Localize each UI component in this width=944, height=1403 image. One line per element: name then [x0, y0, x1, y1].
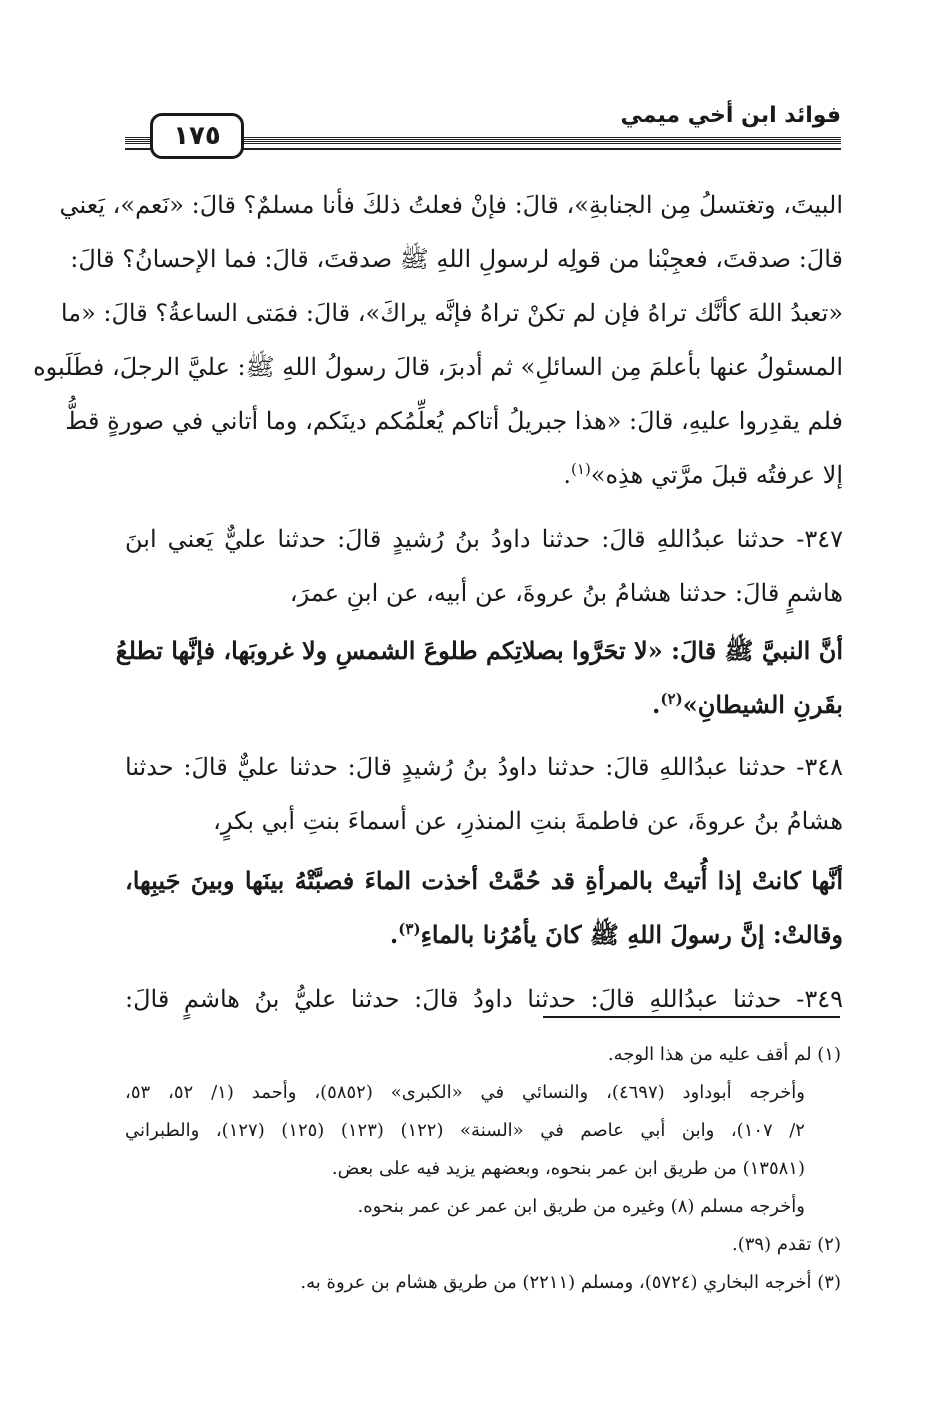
main-text — [33, 178, 843, 1026]
footnote-separator — [543, 1016, 840, 1018]
text-line: المسئولُ عنها بأعلمَ مِن السائلِ» ثم أدبرَ، قالَ رسولُ اللهِ ﷺ: عليَّ الرجلَ، فطَلَبوه — [33, 353, 843, 381]
hadith-347-isnad: هاشمٍ قالَ: حدثنا هشامُ بنُ عروةَ، عن أبيه، عن ابنِ عمرَ، — [289, 579, 843, 607]
hadith-349-isnad: ٣٤٩- حدثنا عبدُاللهِ قالَ: حدثنا داودُ قالَ: حدثنا عليُّ بنُ هاشمٍ قالَ: — [125, 985, 843, 1013]
footnote-ref: (٢) — [660, 690, 683, 708]
text-line: إلا عرفتُه قبلَ مرَّتي هذِه»$^{(١)}$. — [563, 460, 843, 489]
footnotes — [125, 1036, 841, 1302]
hadith-348-isnad: هشامُ بنُ عروةَ، عن فاطمةَ بنتِ المنذرِ، عن أسماءَ بنتِ أبي بكرٍ، — [213, 807, 843, 835]
text-line: قالَ: صدقتَ، فعجِبْنا من قولِه لرسولِ اللهِ ﷺ صدقتَ، قالَ: فما الإحسانُ؟ قالَ: — [70, 245, 843, 273]
running-title: فوائد ابن أخي ميمي — [620, 103, 841, 128]
hadith-348-isnad: ٣٤٨- حدثنا عبدُاللهِ قالَ: حدثنا داودُ بنُ رُشيدٍ قالَ: حدثنا عليٌّ قالَ: حدثنا — [125, 753, 843, 781]
footnote-1-text: وأخرجه أبوداود (٤٦٩٧)، والنسائي في «الكبرى» (٥٨٥٢)، وأحمد (١/ ٥٢، ٥٣، — [125, 1082, 805, 1103]
text-line: «تعبدُ اللهَ كأنَّك تراهُ فإن لم تكنْ تراهُ فإنَّه يراكَ»، قالَ: فمَتى الساعةُ؟ قالَ: «ما — [60, 299, 843, 327]
footnote-3: (٣) أخرجه البخاري (٥٧٢٤)، ومسلم (٢٢١١) من طريق هشام بن عروة به. — [300, 1272, 841, 1293]
page-number: ١٧٥ — [150, 113, 244, 159]
text-line: فلم يقدِروا عليهِ، قالَ: «هذا جبريلُ أتاكم يُعلِّمُكم دينَكم، وما أتاني في صورةٍ قطُّ — [65, 407, 843, 435]
hadith-347-matn: أنَّ النبيَّ ﷺ قالَ: «لا تحَرَّوا بصلاتِكم طلوعَ الشمسِ ولا غروبَها، فإنَّها تطلعُ — [115, 636, 843, 665]
hadith-348-matn: أنَّها كانتْ إذا أُتيتْ بالمرأةِ قد حُمَّتْ أخذت الماءَ فصبَّتْهُ بينَها وبينَ جَيبِها، — [125, 866, 843, 895]
text-segment: بقَرنِ الشيطانِ» — [682, 690, 843, 719]
footnote-2: (٢) تقدم (٣٩). — [732, 1234, 841, 1255]
hadith-347-isnad: ٣٤٧- حدثنا عبدُاللهِ قالَ: حدثنا داودُ بنُ رُشيدٍ قالَ: حدثنا عليٌّ يَعني ابنَ — [125, 525, 843, 553]
text-segment: إلا عرفتُه قبلَ مرَّتي هذِه» — [590, 461, 843, 489]
footnote-1-text: (١٣٥٨١) من طريق ابن عمر بنحوه، وبعضهم يزيد فيه على بعض. — [331, 1158, 805, 1179]
text-line: البيتَ، وتغتسلُ مِن الجنابةِ»، قالَ: فإنْ فعلتُ ذلكَ فأنا مسلمٌ؟ قالَ: «نَعم»، يَعني — [59, 191, 843, 219]
footnote-ref: (١) — [571, 460, 591, 478]
footnote-1-text: وأخرجه مسلم (٨) وغيره من طريق ابن عمر عن عمر بنحوه. — [357, 1196, 805, 1217]
footnote-1-text: ٢/ ١٠٧)، وابن أبي عاصم في «السنة» (١٢٢) (١٢٣) (١٢٥) (١٢٧)، والطبراني — [125, 1120, 805, 1141]
hadith-348-matn: وقالتْ: إنَّ رسولَ اللهِ ﷺ كانَ يأمُرُنا بالماءِ$^{(٣)}$. — [389, 920, 843, 949]
hadith-347-matn: بقَرنِ الشيطانِ»$^{(٢)}$. — [652, 690, 843, 719]
text-segment: وقالتْ: إنَّ رسولَ اللهِ ﷺ كانَ يأمُرُنا بالماءِ — [420, 920, 843, 949]
footnote-1: (١) لم أقف عليه من هذا الوجه. — [607, 1044, 841, 1065]
footnote-ref: (٣) — [398, 920, 421, 938]
